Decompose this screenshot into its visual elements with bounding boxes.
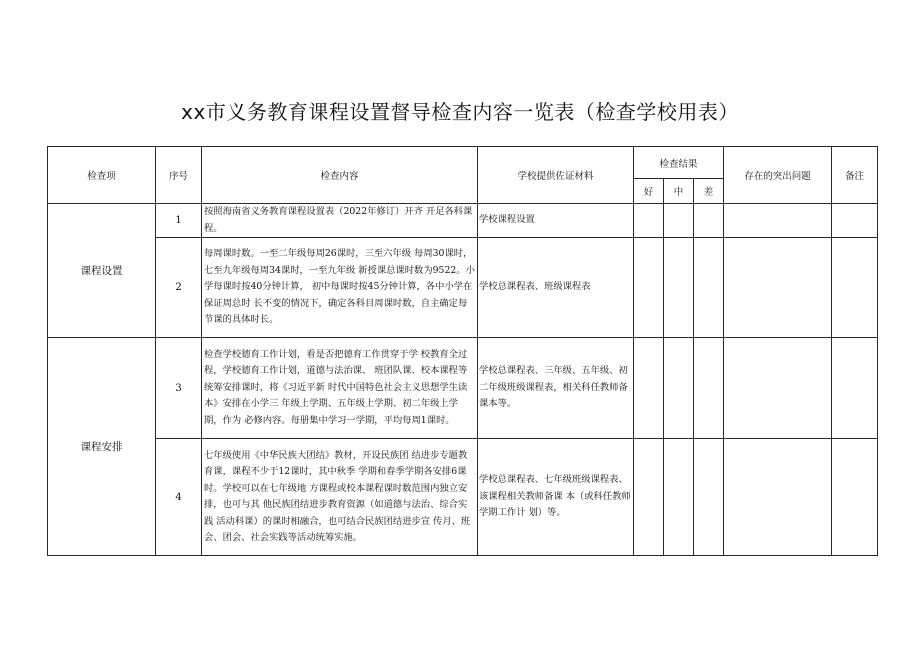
seq-cell: 2	[156, 238, 202, 338]
problems-cell	[724, 204, 832, 238]
material-cell: 学校总课程表、三年级、五年级、初二年级班级课程表，相关科任教师备课本等。	[478, 338, 634, 439]
result-medium-cell	[664, 238, 694, 338]
material-cell: 学校课程设置	[478, 204, 634, 238]
result-poor-cell	[694, 439, 724, 556]
result-medium-cell	[664, 439, 694, 556]
header-row	[48, 147, 878, 179]
page-title: xx市义务教育课程设置督导检查内容一览表（检查学校用表）	[181, 100, 739, 124]
header-poor: 差	[694, 179, 724, 204]
result-medium-cell	[664, 204, 694, 238]
category-cell: 课程设置	[48, 204, 156, 338]
remark-cell	[832, 238, 878, 338]
table-row	[48, 238, 878, 338]
problems-cell	[724, 238, 832, 338]
inspection-table	[47, 146, 878, 556]
remark-cell	[832, 338, 878, 439]
remark-cell	[832, 204, 878, 238]
result-poor-cell	[694, 238, 724, 338]
material-cell: 学校总课程表、班级课程表	[478, 238, 634, 338]
seq-cell: 3	[156, 338, 202, 439]
header-remark: 备注	[832, 147, 878, 204]
header-content: 检查内容	[202, 147, 478, 204]
header-seq: 序号	[156, 147, 202, 204]
content-cell: 按照海南省义务教育课程设置表（2022年修订）开齐 开足各科课程。	[202, 204, 478, 238]
result-good-cell	[634, 204, 664, 238]
problems-cell	[724, 439, 832, 556]
table-row	[48, 204, 878, 238]
problems-cell	[724, 338, 832, 439]
seq-cell: 4	[156, 439, 202, 556]
table-row	[48, 439, 878, 556]
header-item: 检查项	[48, 147, 156, 204]
header-good: 好	[634, 179, 664, 204]
header-medium: 中	[664, 179, 694, 204]
material-cell: 学校总课程表、七年级班级课程表、该课程相关教师备课 本（或科任教师学期工作计 划）等。	[478, 439, 634, 556]
result-good-cell	[634, 238, 664, 338]
header-problems: 存在的突出问题	[724, 147, 832, 204]
result-poor-cell	[694, 204, 724, 238]
seq-cell: 1	[156, 204, 202, 238]
result-poor-cell	[694, 338, 724, 439]
remark-cell	[832, 439, 878, 556]
header-result: 检查结果	[634, 147, 724, 179]
category-cell: 课程安排	[48, 338, 156, 556]
header-material: 学校提供佐证材料	[478, 147, 634, 204]
content-cell: 检查学校德育工作计划，看是否把德育工作贯穿于学 校教育全过程，学校德育工作计划，道德与法治课、 班团队课、校本课程等统筹安排课时，将《习近平新 时代中国特色社会主义思想学生读本》安排在小学三 年级上学期、五年级上学期、初二年级上学期，作为 必修内容。每册集中学习一学期，平均每周1课时。	[202, 338, 478, 439]
content-cell: 七年级使用《中华民族大团结》教材，开设民族团 结进步专题教育课，课程不少于12课时，其中秋季 学期和春季学期各安排6课时。学校可以在七年级地 方课程或校本课程课时数范围内独立安排，也可与其 他民族团结进步教育资源（如道德与法治、综合实践 活动科课）的课时相融合，也可结合民族团结进步宣 传月、班会、团会、社会实践等活动统筹实施。	[202, 439, 478, 556]
result-good-cell	[634, 439, 664, 556]
result-good-cell	[634, 338, 664, 439]
content-cell: 每周课时数。一至二年级每周26课时，三至六年级 每周30课时，七至九年级每周34课时，一至九年级 新授课总课时数为9522。小学每课时按40分钟计算， 初中每课时按45分钟计算，各中小学在保证周总时 长不变的情况下，确定各科目周课时数，自主确定每 节课的具体时长。	[202, 238, 478, 338]
table-row	[48, 338, 878, 439]
result-medium-cell	[664, 338, 694, 439]
